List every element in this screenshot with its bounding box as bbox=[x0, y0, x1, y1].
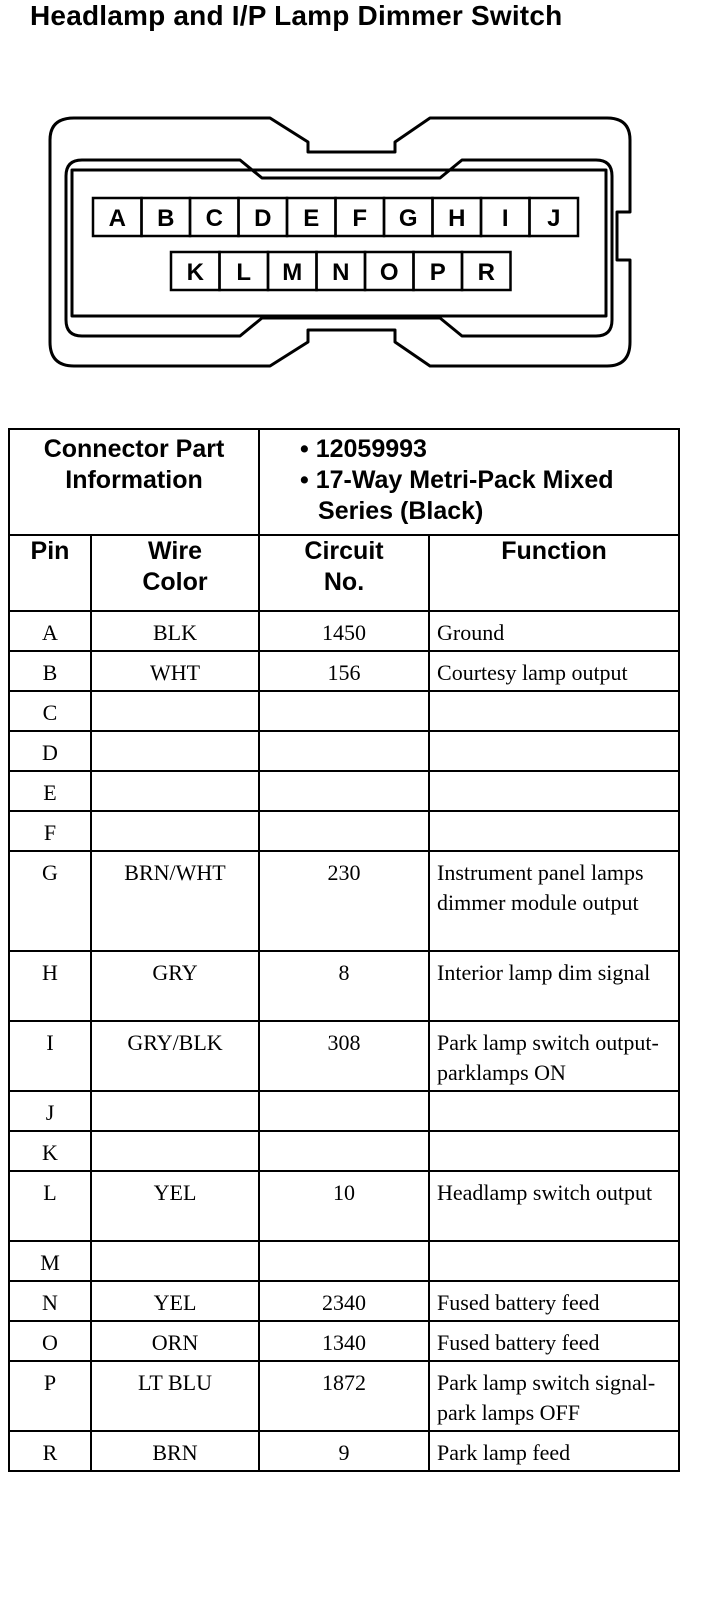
cell-wire-color: YEL bbox=[91, 1171, 259, 1241]
cell-pin: M bbox=[9, 1241, 91, 1281]
header-pin: Pin bbox=[9, 535, 91, 611]
pin-label-k: K bbox=[186, 259, 204, 286]
table-row bbox=[9, 1131, 679, 1171]
pin-row-2 bbox=[171, 252, 511, 290]
cell-wire-color: BRN bbox=[91, 1431, 259, 1471]
connector-cavity-block bbox=[72, 170, 606, 316]
pin-label-d: D bbox=[254, 205, 272, 232]
table-row bbox=[9, 851, 679, 951]
cell-function: Interior lamp dim signal bbox=[429, 951, 679, 1021]
cell-pin: C bbox=[9, 691, 91, 731]
cell-function bbox=[429, 1131, 679, 1171]
pin-label-j: J bbox=[547, 205, 561, 232]
cell-function: Fused battery feed bbox=[429, 1281, 679, 1321]
cell-wire-color: GRY/BLK bbox=[91, 1021, 259, 1091]
table-row bbox=[9, 611, 679, 651]
cell-function: Park lamp switch output-parklamps ON bbox=[429, 1021, 679, 1091]
cell-circuit-no bbox=[259, 811, 429, 851]
table-row bbox=[9, 951, 679, 1021]
cell-wire-color: ORN bbox=[91, 1321, 259, 1361]
table-row bbox=[9, 651, 679, 691]
pin-label-l: L bbox=[236, 259, 252, 286]
connector-info-label: Connector Part Information bbox=[9, 429, 259, 535]
table-header-row bbox=[9, 535, 679, 611]
table-row bbox=[9, 1281, 679, 1321]
cell-wire-color bbox=[91, 1091, 259, 1131]
cell-wire-color bbox=[91, 691, 259, 731]
cell-circuit-no bbox=[259, 691, 429, 731]
cell-circuit-no bbox=[259, 771, 429, 811]
cell-pin: D bbox=[9, 731, 91, 771]
cell-function: Park lamp feed bbox=[429, 1431, 679, 1471]
cell-pin: I bbox=[9, 1021, 91, 1091]
pin-label-a: A bbox=[108, 205, 126, 232]
cell-wire-color: LT BLU bbox=[91, 1361, 259, 1431]
cell-function bbox=[429, 731, 679, 771]
pin-label-e: E bbox=[303, 205, 320, 232]
pin-label-n: N bbox=[332, 259, 350, 286]
cell-circuit-no: 1450 bbox=[259, 611, 429, 651]
table-row bbox=[9, 1361, 679, 1431]
cell-pin: B bbox=[9, 651, 91, 691]
cell-function bbox=[429, 1241, 679, 1281]
cell-function: Courtesy lamp output bbox=[429, 651, 679, 691]
cell-circuit-no bbox=[259, 1241, 429, 1281]
cell-pin: F bbox=[9, 811, 91, 851]
cell-pin: R bbox=[9, 1431, 91, 1471]
cell-wire-color bbox=[91, 1131, 259, 1171]
cell-circuit-no bbox=[259, 731, 429, 771]
cell-pin: G bbox=[9, 851, 91, 951]
cell-wire-color bbox=[91, 771, 259, 811]
cell-wire-color bbox=[91, 731, 259, 771]
cell-pin: P bbox=[9, 1361, 91, 1431]
cell-pin: E bbox=[9, 771, 91, 811]
cell-pin: A bbox=[9, 611, 91, 651]
cell-wire-color bbox=[91, 811, 259, 851]
connector-pinout-table bbox=[8, 428, 680, 1472]
connector-housing-outline bbox=[50, 118, 630, 366]
table-row bbox=[9, 1091, 679, 1131]
cell-circuit-no bbox=[259, 1091, 429, 1131]
pin-label-f: F bbox=[352, 205, 368, 232]
table-row bbox=[9, 1241, 679, 1281]
cell-function: Instrument panel lamps dimmer module output bbox=[429, 851, 679, 951]
cell-circuit-no: 8 bbox=[259, 951, 429, 1021]
connector-info-values bbox=[259, 429, 679, 535]
header-wire-color: Wire Color bbox=[91, 535, 259, 611]
cell-pin: L bbox=[9, 1171, 91, 1241]
cell-circuit-no: 9 bbox=[259, 1431, 429, 1471]
cell-pin: J bbox=[9, 1091, 91, 1131]
pin-label-m: M bbox=[282, 259, 303, 286]
header-circuit-no: Circuit No. bbox=[259, 535, 429, 611]
cell-function: Park lamp switch signal-park lamps OFF bbox=[429, 1361, 679, 1431]
table-row bbox=[9, 731, 679, 771]
pin-label-p: P bbox=[429, 259, 446, 286]
pin-label-c: C bbox=[205, 205, 223, 232]
pin-label-o: O bbox=[379, 259, 399, 286]
cell-circuit-no: 308 bbox=[259, 1021, 429, 1091]
cell-circuit-no: 230 bbox=[259, 851, 429, 951]
cell-wire-color: BLK bbox=[91, 611, 259, 651]
cell-function bbox=[429, 811, 679, 851]
connector-info-row bbox=[9, 429, 679, 535]
pin-label-r: R bbox=[477, 259, 495, 286]
cell-wire-color: YEL bbox=[91, 1281, 259, 1321]
cell-function: Headlamp switch output bbox=[429, 1171, 679, 1241]
cell-circuit-no bbox=[259, 1131, 429, 1171]
table-row bbox=[9, 691, 679, 731]
cell-circuit-no: 156 bbox=[259, 651, 429, 691]
connector-face-diagram bbox=[0, 0, 720, 400]
table-row bbox=[9, 1171, 679, 1241]
cell-circuit-no: 2340 bbox=[259, 1281, 429, 1321]
table-row bbox=[9, 1321, 679, 1361]
pin-label-i: I bbox=[501, 205, 509, 232]
table-row bbox=[9, 771, 679, 811]
table-row bbox=[9, 1431, 679, 1471]
connector-inner-outline bbox=[66, 160, 612, 336]
page-title: Headlamp and I/P Lamp Dimmer Switch bbox=[30, 0, 563, 31]
cell-pin: H bbox=[9, 951, 91, 1021]
pin-label-h: H bbox=[448, 205, 466, 232]
header-function: Function bbox=[429, 535, 679, 611]
cell-circuit-no: 1872 bbox=[259, 1361, 429, 1431]
cell-circuit-no: 1340 bbox=[259, 1321, 429, 1361]
connector-part-number: • 12059993 bbox=[300, 435, 427, 463]
table-row bbox=[9, 811, 679, 851]
cell-function bbox=[429, 1091, 679, 1131]
pin-label-g: G bbox=[398, 205, 418, 232]
cell-wire-color: BRN/WHT bbox=[91, 851, 259, 951]
connector-description: • 17-Way Metri-Pack Mixed Series (Black) bbox=[300, 466, 614, 525]
cell-wire-color: WHT bbox=[91, 651, 259, 691]
cell-pin: N bbox=[9, 1281, 91, 1321]
cell-function bbox=[429, 691, 679, 731]
cell-circuit-no: 10 bbox=[259, 1171, 429, 1241]
cell-function: Ground bbox=[429, 611, 679, 651]
cell-function bbox=[429, 771, 679, 811]
cell-function: Fused battery feed bbox=[429, 1321, 679, 1361]
cell-pin: O bbox=[9, 1321, 91, 1361]
cell-wire-color: GRY bbox=[91, 951, 259, 1021]
cell-wire-color bbox=[91, 1241, 259, 1281]
pin-row-1 bbox=[93, 198, 578, 236]
table-row bbox=[9, 1021, 679, 1091]
pin-label-b: B bbox=[157, 205, 175, 232]
cell-pin: K bbox=[9, 1131, 91, 1171]
